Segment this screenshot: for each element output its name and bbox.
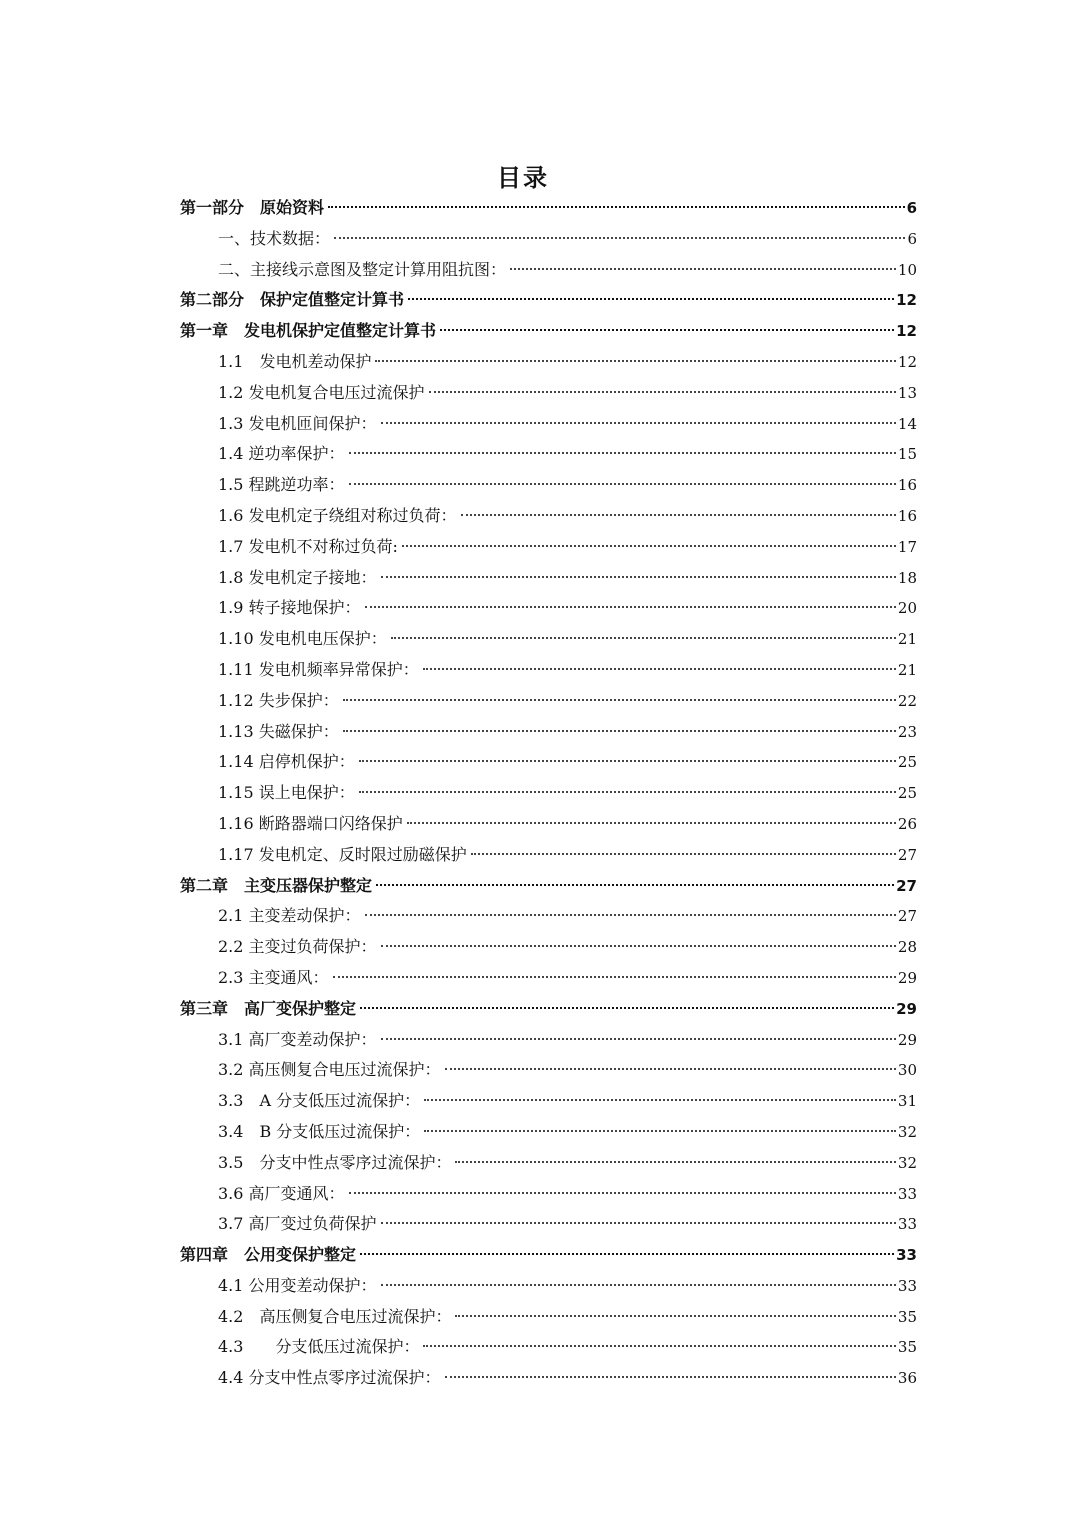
- toc-entry-subheading[interactable]: [180, 501, 917, 532]
- toc-page-number: 26: [897, 814, 917, 833]
- toc-entry-label: 第一部分 原始资料: [180, 198, 325, 217]
- toc-entry-label: 1.10 发电机电压保护：: [218, 629, 387, 649]
- toc-page-number: 18: [897, 568, 917, 587]
- toc-dot-leader: [360, 1253, 894, 1255]
- toc-dot-leader: [376, 884, 894, 886]
- toc-page-number: 10: [897, 260, 917, 279]
- toc-dot-leader: [328, 206, 905, 208]
- toc-page-number: 15: [897, 445, 917, 464]
- toc-page-number: 27: [897, 907, 917, 926]
- toc-page-number: 20: [897, 599, 917, 618]
- toc-entry-label: 3.7 高厂变过负荷保护: [218, 1214, 377, 1234]
- toc-page-number: 35: [897, 1307, 917, 1326]
- toc-dot-leader: [445, 1376, 896, 1378]
- toc-dot-leader: [429, 391, 896, 393]
- toc-page-number: 12: [897, 352, 917, 371]
- toc-entry-subheading[interactable]: [180, 655, 917, 686]
- toc-entry-label: 1.16 断路器端口闪络保护: [218, 813, 403, 833]
- toc-page-number: 13: [897, 383, 917, 402]
- toc-entry-label: 二、主接线示意图及整定计算用阻抗图：: [218, 259, 507, 279]
- toc-entry-label: 4.3 分支低压过流保护：: [218, 1337, 420, 1357]
- toc-dot-leader: [349, 452, 896, 454]
- toc-entry-label: 1.13 失磁保护：: [218, 721, 339, 741]
- toc-page-number: 33: [897, 1276, 917, 1295]
- toc-page-number: 33: [896, 1246, 917, 1265]
- toc-entry-subheading[interactable]: [180, 347, 917, 378]
- toc-entry-label: 1.11 发电机频率异常保护：: [218, 659, 419, 679]
- toc-entry-label: 1.14 启停机保护：: [218, 752, 355, 772]
- toc-entry-subheading[interactable]: [180, 1086, 917, 1117]
- toc-page-number: 29: [897, 1030, 917, 1049]
- toc-dot-leader: [333, 976, 896, 978]
- toc-page-number: 25: [897, 784, 917, 803]
- toc-dot-leader: [343, 730, 896, 732]
- toc-dot-leader: [334, 237, 905, 239]
- toc-page-number: 33: [897, 1184, 917, 1203]
- toc-entry-heading[interactable]: [180, 316, 917, 347]
- toc-page-number: 16: [897, 476, 917, 495]
- toc-entry-label: 3.1 高厂变差动保护：: [218, 1029, 377, 1049]
- toc-entry-heading[interactable]: [180, 871, 917, 902]
- toc-dot-leader: [445, 1068, 896, 1070]
- toc-entry-label: 第一章 发电机保护定值整定计算书: [180, 321, 437, 341]
- toc-entry-label: 3.2 高压侧复合电压过流保护：: [218, 1060, 441, 1080]
- toc-page-number: 27: [897, 845, 917, 864]
- toc-entry-label: 1.2 发电机复合电压过流保护: [218, 382, 425, 402]
- toc-entry-label: 第四章 公用变保护整定: [180, 1245, 357, 1265]
- toc-page-number: 30: [897, 1061, 917, 1080]
- toc-dot-leader: [471, 853, 896, 855]
- toc-dot-leader: [359, 791, 896, 793]
- toc-page-number: 29: [896, 999, 917, 1018]
- toc-entry-label: 一、技术数据：: [218, 228, 331, 248]
- toc-entry-label: 4.4 分支中性点零序过流保护：: [218, 1368, 441, 1388]
- toc-entry-heading[interactable]: [180, 1240, 917, 1271]
- toc-page-number: 12: [896, 291, 917, 310]
- toc-entry-label: 1.6 发电机定子绕组对称过负荷：: [218, 505, 457, 525]
- toc-entry-label: 3.3 A 分支低压过流保护：: [218, 1091, 421, 1111]
- toc-entry-subheading[interactable]: [180, 686, 917, 717]
- toc-dot-leader: [408, 298, 894, 300]
- toc-entry-label: 1.15 误上电保护：: [218, 783, 355, 803]
- toc-entry-subheading[interactable]: [180, 840, 917, 871]
- toc-entry-heading[interactable]: [180, 285, 917, 316]
- toc-entry-subheading[interactable]: [180, 470, 917, 501]
- toc-dot-leader: [381, 1038, 896, 1040]
- toc-entry-subheading[interactable]: [180, 255, 917, 286]
- toc-page-number: 12: [896, 322, 917, 341]
- toc-dot-leader: [360, 1007, 894, 1009]
- toc-page-number: 36: [897, 1369, 917, 1388]
- toc-page-number: 14: [897, 414, 917, 433]
- toc-entry-label: 1.12 失步保护：: [218, 690, 339, 710]
- toc-entry-label: 2.3 主变通风：: [218, 967, 329, 987]
- toc-dot-leader: [365, 914, 896, 916]
- toc-dot-leader: [381, 422, 896, 424]
- toc-entry-subheading[interactable]: [180, 1363, 917, 1394]
- toc-entry-subheading[interactable]: [180, 624, 917, 655]
- toc-dot-leader: [381, 945, 896, 947]
- toc-page-number: 35: [897, 1338, 917, 1357]
- toc-entry-label: 4.2 高压侧复合电压过流保护：: [218, 1306, 452, 1326]
- toc-entry-label: 1.9 转子接地保护：: [218, 598, 361, 618]
- toc-page-number: 27: [896, 876, 917, 895]
- toc-page-number: 17: [897, 537, 917, 556]
- toc-entry-subheading[interactable]: [180, 1117, 917, 1148]
- toc-page-number: 28: [897, 938, 917, 957]
- toc-dot-leader: [455, 1161, 895, 1163]
- toc-page-number: 21: [897, 660, 917, 679]
- toc-page-number: 21: [897, 630, 917, 649]
- toc-title: 目录: [497, 164, 549, 193]
- toc-dot-leader: [381, 1284, 896, 1286]
- toc-dot-leader: [407, 822, 896, 824]
- toc-entry-subheading[interactable]: [180, 1179, 917, 1210]
- toc-entry-label: 1.7 发电机不对称过负荷:: [218, 536, 398, 556]
- toc-dot-leader: [343, 699, 896, 701]
- toc-dot-leader: [349, 1192, 896, 1194]
- toc-entry-subheading[interactable]: [180, 532, 917, 563]
- toc-entry-label: 第三章 高厂变保护整定: [180, 998, 357, 1018]
- toc-entry-subheading[interactable]: [180, 747, 917, 778]
- toc-entry-subheading[interactable]: [180, 1148, 917, 1179]
- toc-page-number: 6: [906, 199, 917, 217]
- toc-entry-label: 4.1 公用变差动保护：: [218, 1275, 377, 1295]
- toc-entry-label: 1.1 发电机差动保护: [218, 351, 372, 371]
- toc-page-number: 33: [897, 1215, 917, 1234]
- toc-page-number: 6: [907, 229, 917, 248]
- toc-dot-leader: [349, 483, 896, 485]
- toc-dot-leader: [424, 1099, 896, 1101]
- toc-dot-leader: [375, 360, 895, 362]
- toc-page-number: 32: [897, 1122, 917, 1141]
- toc-dot-leader: [365, 606, 896, 608]
- toc-dot-leader: [440, 329, 894, 331]
- toc-entry-label: 3.4 B 分支低压过流保护：: [218, 1121, 421, 1141]
- toc-dot-leader: [402, 545, 896, 547]
- table-of-contents: [180, 193, 917, 1394]
- toc-page-number: 23: [897, 722, 917, 741]
- toc-entry-label: 1.3 发电机匝间保护：: [218, 413, 377, 433]
- toc-entry-subheading[interactable]: [180, 378, 917, 409]
- toc-dot-leader: [461, 514, 896, 516]
- toc-page-number: 16: [897, 506, 917, 525]
- toc-entry-subheading[interactable]: [180, 224, 917, 255]
- toc-entry-subheading[interactable]: [180, 1332, 917, 1363]
- toc-entry-subheading[interactable]: [180, 439, 917, 470]
- toc-entry-subheading[interactable]: [180, 593, 917, 624]
- toc-entry-label: 1.17 发电机定、反时限过励磁保护: [218, 844, 467, 864]
- toc-entry-heading[interactable]: [180, 193, 917, 224]
- toc-entry-subheading[interactable]: [180, 1055, 917, 1086]
- toc-entry-label: 2.2 主变过负荷保护：: [218, 937, 377, 957]
- toc-dot-leader: [423, 1345, 895, 1347]
- toc-page-number: 22: [897, 691, 917, 710]
- toc-entry-subheading[interactable]: [180, 1302, 917, 1333]
- toc-entry-subheading[interactable]: [180, 1209, 917, 1240]
- toc-entry-label: 1.5 程跳逆功率：: [218, 475, 345, 495]
- toc-entry-label: 1.4 逆功率保护：: [218, 444, 345, 464]
- toc-entry-subheading[interactable]: [180, 809, 917, 840]
- toc-entry-subheading[interactable]: [180, 778, 917, 809]
- toc-page-number: 32: [897, 1153, 917, 1172]
- toc-entry-label: 1.8 发电机定子接地：: [218, 567, 377, 587]
- toc-dot-leader: [359, 760, 896, 762]
- toc-dot-leader: [423, 668, 896, 670]
- toc-entry-subheading[interactable]: [180, 901, 917, 932]
- toc-entry-subheading[interactable]: [180, 963, 917, 994]
- toc-dot-leader: [510, 268, 896, 270]
- toc-entry-label: 第二章 主变压器保护整定: [180, 875, 373, 895]
- toc-dot-leader: [455, 1315, 895, 1317]
- toc-entry-subheading[interactable]: [180, 563, 917, 594]
- toc-entry-subheading[interactable]: [180, 717, 917, 748]
- toc-dot-leader: [381, 1222, 896, 1224]
- toc-entry-label: 3.6 高厂变通风：: [218, 1183, 345, 1203]
- toc-page-number: 31: [897, 1092, 917, 1111]
- toc-dot-leader: [381, 576, 896, 578]
- toc-entry-label: 第二部分 保护定值整定计算书: [180, 290, 405, 310]
- toc-entry-label: 3.5 分支中性点零序过流保护：: [218, 1152, 452, 1172]
- toc-dot-leader: [424, 1130, 896, 1132]
- toc-entry-label: 2.1 主变差动保护：: [218, 906, 361, 926]
- toc-page-number: 25: [897, 753, 917, 772]
- toc-entry-subheading[interactable]: [180, 1025, 917, 1056]
- toc-entry-subheading[interactable]: [180, 932, 917, 963]
- toc-entry-subheading[interactable]: [180, 409, 917, 440]
- toc-dot-leader: [391, 637, 896, 639]
- toc-page-number: 29: [897, 968, 917, 987]
- toc-entry-heading[interactable]: [180, 994, 917, 1025]
- toc-entry-subheading[interactable]: [180, 1271, 917, 1302]
